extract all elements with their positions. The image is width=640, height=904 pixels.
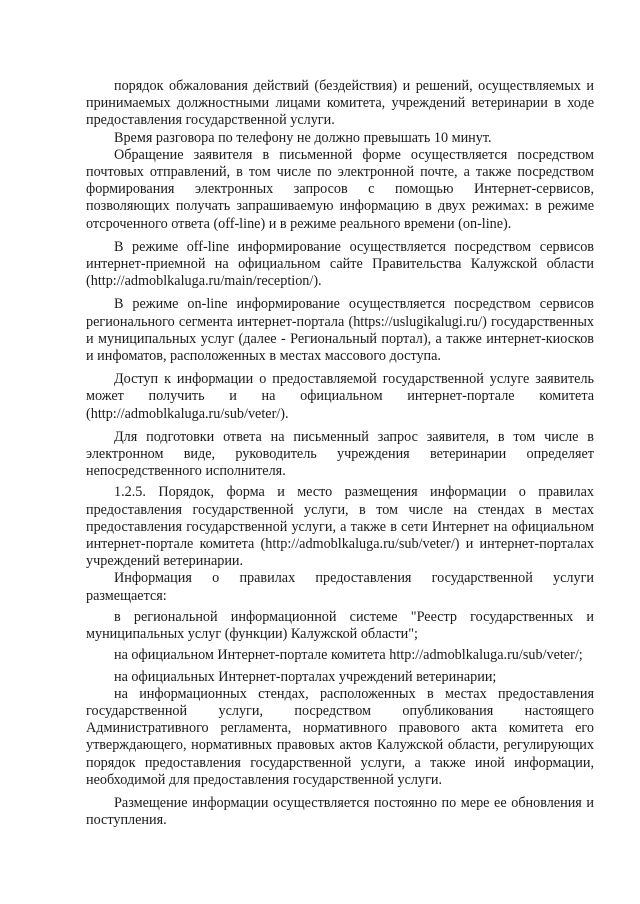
paragraph-section-1-2-5: 1.2.5. Порядок, форма и место размещения информации о правилах предоставления государственной услуги, в том числе на стендах в местах предоставления государственной услуги, а также в сети Интернет на официальном интернет-портале комитета (http://admoblkaluga.ru/sub/veter/) и интернет-порталах учреждений ветеринарии. bbox=[86, 484, 594, 570]
paragraph-written-reply: Для подготовки ответа на письменный запрос заявителя, в том числе в электронном виде, руководитель учреждения ветеринарии определяет непосредственного исполнителя. bbox=[86, 428, 594, 480]
list-item-committee-portal: на официальном Интернет-портале комитета http://admoblkaluga.ru/sub/veter/; bbox=[114, 647, 583, 664]
paragraph-info-placement: Информация о правилах предоставления государственной услуги размещается: bbox=[86, 570, 594, 604]
paragraph-appeal-procedure: порядок обжалования действий (бездействия) и решений, осуществляемых и принимаемых должностными лицами комитета, учреждений ветеринарии в ходе предоставления государственной услуги. bbox=[86, 78, 594, 129]
list-item-registry: в региональной информационной системе "Реестр государственных и муниципальных услуг (функции) Калужской области"; bbox=[86, 608, 594, 643]
paragraph-offline-mode: В режиме off-line информирование осуществляется посредством сервисов интернет-приемной на официальном сайте Правительства Калужской области (http://admoblkaluga.ru/main/reception/). bbox=[86, 238, 594, 290]
list-item-vet-portals: на официальных Интернет-порталах учреждений ветеринарии; bbox=[114, 668, 497, 685]
list-item-info-stands: на информационных стендах, расположенных в местах предоставления государственной услуги, посредством опубликования настоящего Административного регламента, нормативного правового акта комитета его утверждающего, нормативных правовых актов Калужской области, регулирующих порядок предоставления государственной услуги, а также иной информации, необходимой для предоставления государственной услуги. bbox=[86, 685, 594, 788]
paragraph-access-info: Доступ к информации о предоставляемой государственной услуге заявитель может получить и на официальном интернет-портале комитета (http://admoblkaluga.ru/sub/veter/). bbox=[86, 371, 594, 422]
document-page bbox=[86, 78, 594, 829]
paragraph-online-mode: В режиме on-line информирование осуществляется посредством сервисов регионального сегмента интернет-портала (https://uslugikalugi.ru/) государственных и муниципальных услуг (далее - Региональный портал), а также интернет-киосков и инфоматов, расположенных в местах массового доступа. bbox=[86, 296, 594, 365]
paragraph-written-appeal: Обращение заявителя в письменной форме осуществляется посредством почтовых отправлений, в том числе по электронной почте, а также посредством формирования электронных запросов с помощью Интернет-сервисов, позволяющих получать запрашиваемую информацию в двух режимах: в режиме отсроченного ответа (off-line) и в режиме реального времени (on-line). bbox=[86, 146, 594, 232]
paragraph-placement-updates: Размещение информации осуществляется постоянно по мере ее обновления и поступления. bbox=[86, 794, 594, 829]
paragraph-phone-duration: Время разговора по телефону не должно превышать 10 минут. bbox=[114, 129, 492, 146]
